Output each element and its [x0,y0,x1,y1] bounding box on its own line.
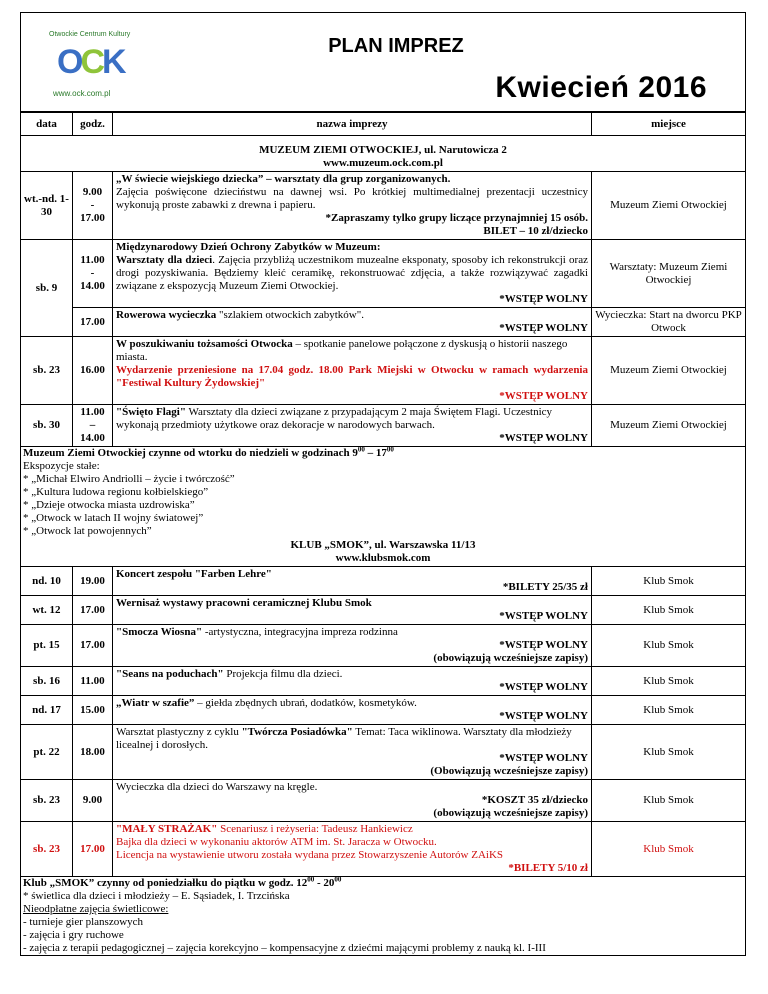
table-row [21,337,746,405]
club-hours: Klub „SMOK” czynny od poniedziałku do piątku w godz. $12^{00} - 20^{00}$ [23,875,342,889]
event-place: Klub Smok [592,696,746,725]
event-description: Międzynarodowy Dzień Ochrony Zabytków w Muzeum: Warsztaty dla dzieci. Zajęcia przybliżą uczestnikom muzealne eksponaty, sposoby ich rekonstrukcji oraz drogi pozyskiwania. Będziemy kleić ceramikę, rekonstruować zdjęcia, a także rozwiązywać zagadki związane z ekspozycją Muzeum Ziemi Otwockiej. *WSTĘP WOLNY [113,240,592,308]
header [20,12,746,112]
footer-line: * świetlica dla dzieci i młodzieży – E. Sąsiadek, I. Trzcińska [23,890,290,902]
museum-url: www.muzeum.ock.com.pl [323,157,443,169]
club-section-row [21,538,746,567]
table-row [21,240,746,308]
event-time: 15.00 [73,696,113,725]
event-description: „Wiatr w szafie” – giełda zbędnych ubrań, dodatków, kosmetyków. *WSTĘP WOLNY [113,696,592,725]
logo-url: www.ock.com.pl [53,89,111,98]
table-row [21,696,746,725]
event-date: wt. 12 [21,596,73,625]
col-name: nazwa imprezy [113,113,592,136]
event-date: sb. 23 [21,337,73,405]
event-place: Muzeum Ziemi Otwockiej [592,172,746,240]
table-row [21,625,746,667]
event-time: 9.00 [73,780,113,822]
event-time: 11.00 - 14.00 [73,240,113,308]
museum-hours: Muzeum Ziemi Otwockiej czynne od wtorku do niedzieli w godzinach $9^{00} - 17^{00}$ [23,445,394,459]
event-description: "Smocza Wiosna" -artystyczna, integracyjna impreza rodzinna *WSTĘP WOLNY (obowiązują wcześniejsze zapisy) [113,625,592,667]
event-place: Klub Smok [592,725,746,780]
event-description: Warsztat plastyczny z cyklu "Twórcza Posiadówka" Temat: Taca wiklinowa. Warsztaty dla młodzieży licealnej i dorosłych. *WSTĘP WOLNY (Obowiązują wcześniejsze zapisy) [113,725,592,780]
exhibition-item: * „Otwock w latach II wojny światowej” [23,512,204,524]
footer-line: Nieodpłatne zajęcia świetlicowe: [23,903,169,915]
events-table [20,112,746,956]
table-row [21,405,746,447]
event-time: 17.00 [73,308,113,337]
event-description: "MAŁY STRAŻAK" Scenariusz i reżyseria: Tadeusz Hankiewicz Bajka dla dzieci w wykonaniu aktorów ATM im. St. Jaracza w Otwocku. Licencja na wystawienie utworu została wydana przez Stowarzyszenie Autorów ZAiKS *BILETY 5/10 zł [113,822,592,877]
page-title: PLAN IMPREZ [328,35,464,57]
table-row [21,822,746,877]
footer-line: - zajęcia i gry ruchowe [23,929,124,941]
event-place: Klub Smok [592,596,746,625]
event-place: Wycieczka: Start na dworcu PKP Otwock [592,308,746,337]
museum-section-row [21,136,746,172]
event-time: 11.00 – 14.00 [73,405,113,447]
museum-info-row [21,447,746,539]
event-place: Muzeum Ziemi Otwockiej [592,337,746,405]
exhibition-item: * „Michał Elwiro Andriolli – życie i twórczość” [23,473,235,485]
footer-line: - turnieje gier planszowych [23,916,144,928]
logo-tagline: Otwockie Centrum Kultury [49,31,131,38]
event-time: 17.00 [73,596,113,625]
event-time: 19.00 [73,567,113,596]
club-heading: KLUB „SMOK”, ul. Warszawska 11/13 [290,539,476,551]
event-time: 18.00 [73,725,113,780]
event-place: Klub Smok [592,667,746,696]
table-row [21,596,746,625]
event-description: Wycieczka dla dzieci do Warszawy na kręgle. *KOSZT 35 zł/dziecko (obowiązują wcześniejsze zapisy) [113,780,592,822]
event-date: pt. 22 [21,725,73,780]
table-row [21,780,746,822]
event-date: nd. 10 [21,567,73,596]
event-date: nd. 17 [21,696,73,725]
event-description: "Święto Flagi" Warsztaty dla dzieci związane z przypadającym 2 maja Świętem Flagi. Uczestnicy wykonają przedmioty użytkowe oraz dekoracje w narodowych barwach. *WSTĘP WOLNY [113,405,592,447]
logo-mark: OCK [57,43,124,81]
event-description: „W świecie wiejskiego dziecka” – warsztaty dla grup zorganizowanych. Zajęcia poświęcone dzieciństwu na dawnej wsi. Po krótkiej multimedialnej prezentacji uczestnicy wykonują proste zabawki z drewna i papieru. *Zapraszamy tylko grupy liczące przynajmniej 15 osób. BILET – 10 zł/dziecko [113,172,592,240]
event-date: sb. 16 [21,667,73,696]
table-row [21,308,746,337]
event-date: pt. 15 [21,625,73,667]
table-row [21,725,746,780]
exhibition-item: * „Kultura ludowa regionu kołbielskiego” [23,486,209,498]
column-header-row [21,113,746,136]
club-info-row [21,877,746,956]
event-time: 17.00 [73,625,113,667]
event-date: sb. 23 [21,780,73,822]
event-date: sb. 23 [21,822,73,877]
event-place: Klub Smok [592,567,746,596]
event-place: Klub Smok [592,822,746,877]
col-place: miejsce [592,113,746,136]
table-row [21,667,746,696]
event-place: Warsztaty: Muzeum Ziemi Otwockiej [592,240,746,308]
logo [47,29,131,107]
event-description: Wernisaż wystawy pracowni ceramicznej Klubu Smok *WSTĘP WOLNY [113,596,592,625]
event-date: sb. 30 [21,405,73,447]
event-time: 11.00 [73,667,113,696]
table-row [21,567,746,596]
museum-heading: MUZEUM ZIEMI OTWOCKIEJ, ul. Narutowicza 2 [259,144,507,156]
exhibitions-title: Ekspozycje stałe: [23,460,100,472]
event-place: Klub Smok [592,625,746,667]
event-time: 17.00 [73,822,113,877]
exhibition-item: * „Otwock lat powojennych” [23,525,152,537]
table-row [21,172,746,240]
event-place: Klub Smok [592,780,746,822]
event-time: 16.00 [73,337,113,405]
event-description: "Seans na poduchach" Projekcja filmu dla dzieci. *WSTĘP WOLNY [113,667,592,696]
event-place: Muzeum Ziemi Otwockiej [592,405,746,447]
event-date: wt.-nd. 1-30 [21,172,73,240]
col-time: godz. [73,113,113,136]
exhibition-item: * „Dzieje otwocka miasta uzdrowiska” [23,499,195,511]
event-description: Koncert zespołu "Farben Lehre" *BILETY 25/35 zł [113,567,592,596]
club-url: www.klubsmok.com [335,552,431,564]
footer-line: - zajęcia z terapii pedagogicznej – zajęcia korekcyjno – kompensacyjne z dziećmi mającymi problemy z nauką kl. I-III [23,942,546,954]
event-description: W poszukiwaniu tożsamości Otwocka – spotkanie panelowe połączone z dyskusją o historii naszego miasta. Wydarzenie przeniesione na 17.04 godz. 18.00 Park Miejski w Otwocku w ramach wydarzenia "Festiwal Kultury Żydowskiej" *WSTĘP WOLNY [113,337,592,405]
event-date: sb. 9 [21,240,73,337]
month-title: Kwiecień 2016 [495,71,707,104]
col-date: data [21,113,73,136]
event-time: 9.00 - 17.00 [73,172,113,240]
event-description: Rowerowa wycieczka "szlakiem otwockich zabytków". *WSTĘP WOLNY [113,308,592,337]
